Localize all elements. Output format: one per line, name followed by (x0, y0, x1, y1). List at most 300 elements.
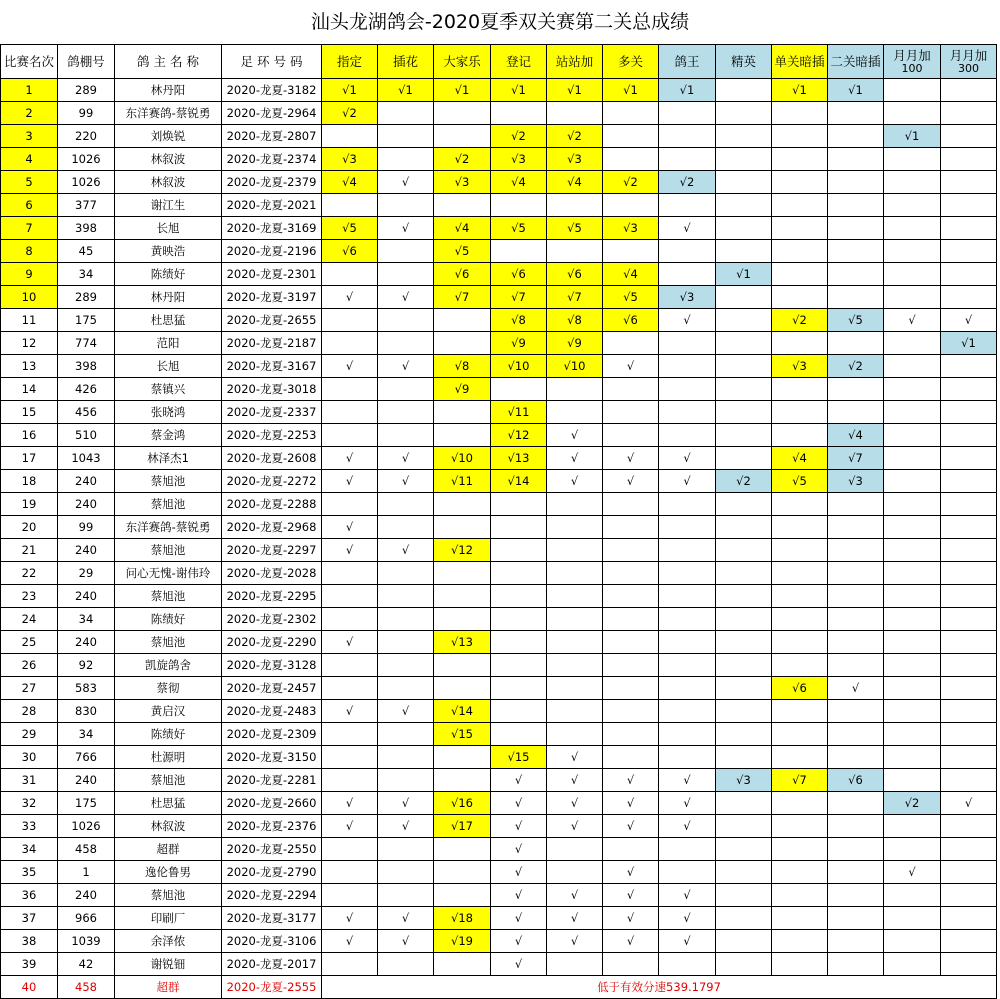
column-header-label: 指定 (336, 53, 362, 69)
zhiding-cell (322, 378, 378, 401)
dajiale-cell (434, 677, 491, 700)
loft-number-cell: 220 (58, 125, 115, 148)
loft-number-cell: 458 (58, 838, 115, 861)
column-header-label: 多关 (617, 53, 643, 69)
owner-name-cell: 蔡旭池 (115, 470, 222, 493)
chahua-cell: √ (378, 217, 434, 240)
loft-number-cell: 99 (58, 102, 115, 125)
ring-number-cell: 2020-龙夏-2483 (222, 700, 322, 723)
gewang-cell: √ (659, 470, 716, 493)
chahua-cell: √ (378, 907, 434, 930)
column-header-label: 插花 (392, 53, 418, 69)
owner-name-cell: 长旭 (115, 355, 222, 378)
table-row (1, 171, 997, 194)
chahua-cell (378, 769, 434, 792)
erguan-ancha-cell (828, 493, 884, 516)
yueyuejia-100-cell (884, 447, 941, 470)
column-header-label: 足 环 号 码 (240, 53, 303, 69)
duoguan-cell (603, 194, 659, 217)
rank-cell: 4 (1, 148, 58, 171)
ring-number-cell: 2020-龙夏-2309 (222, 723, 322, 746)
table-row (1, 953, 997, 976)
table-row (1, 125, 997, 148)
zhanzhanjia-cell (547, 608, 603, 631)
loft-number-cell: 289 (58, 286, 115, 309)
erguan-ancha-cell (828, 102, 884, 125)
duoguan-cell: √3 (603, 217, 659, 240)
table-row (1, 884, 997, 907)
owner-name-cell: 林叙波 (115, 171, 222, 194)
duoguan-cell (603, 746, 659, 769)
dajiale-cell: √16 (434, 792, 491, 815)
yueyuejia-100-cell (884, 263, 941, 286)
jingying-cell (716, 355, 772, 378)
chahua-cell (378, 723, 434, 746)
chahua-cell: √ (378, 470, 434, 493)
column-header (115, 45, 222, 79)
jingying-cell (716, 309, 772, 332)
yueyuejia-100-cell (884, 700, 941, 723)
yueyuejia-100-cell (884, 723, 941, 746)
dajiale-cell: √5 (434, 240, 491, 263)
table-row (1, 332, 997, 355)
header-row (1, 45, 997, 79)
zhiding-cell: √ (322, 700, 378, 723)
erguan-ancha-cell: √2 (828, 355, 884, 378)
rank-cell: 36 (1, 884, 58, 907)
loft-number-cell: 1026 (58, 815, 115, 838)
yueyuejia-300-cell (941, 148, 997, 171)
zhiding-cell (322, 769, 378, 792)
dengji-cell (491, 493, 547, 516)
loft-number-cell: 766 (58, 746, 115, 769)
zhanzhanjia-cell (547, 654, 603, 677)
rank-cell: 37 (1, 907, 58, 930)
dajiale-cell (434, 194, 491, 217)
owner-name-cell: 凯旋鸽舍 (115, 654, 222, 677)
duoguan-cell: √ (603, 355, 659, 378)
column-header-label: 比赛名次 (3, 53, 54, 69)
dengji-cell: √ (491, 769, 547, 792)
yueyuejia-100-cell (884, 332, 941, 355)
jingying-cell: √3 (716, 769, 772, 792)
dengji-cell (491, 608, 547, 631)
dajiale-cell: √10 (434, 447, 491, 470)
yueyuejia-100-cell (884, 677, 941, 700)
jingying-cell (716, 700, 772, 723)
duoguan-cell: √ (603, 792, 659, 815)
dengji-cell (491, 240, 547, 263)
yueyuejia-100-cell (884, 815, 941, 838)
yueyuejia-100-cell (884, 148, 941, 171)
jingying-cell (716, 79, 772, 102)
erguan-ancha-cell: √3 (828, 470, 884, 493)
erguan-ancha-cell (828, 401, 884, 424)
loft-number-cell: 99 (58, 516, 115, 539)
yueyuejia-100-cell (884, 608, 941, 631)
dajiale-cell (434, 401, 491, 424)
duoguan-cell: √2 (603, 171, 659, 194)
table-row (1, 194, 997, 217)
zhiding-cell: √ (322, 355, 378, 378)
chahua-cell (378, 493, 434, 516)
ring-number-cell: 2020-龙夏-2281 (222, 769, 322, 792)
gewang-cell: √ (659, 884, 716, 907)
zhiding-cell: √ (322, 792, 378, 815)
loft-number-cell: 458 (58, 976, 115, 999)
dajiale-cell: √8 (434, 355, 491, 378)
dajiale-cell: √19 (434, 930, 491, 953)
ring-number-cell: 2020-龙夏-2288 (222, 493, 322, 516)
chahua-cell (378, 332, 434, 355)
owner-name-cell: 蔡旭池 (115, 884, 222, 907)
zhiding-cell (322, 654, 378, 677)
danguan-ancha-cell (772, 884, 828, 907)
chahua-cell (378, 401, 434, 424)
yueyuejia-300-cell (941, 102, 997, 125)
yueyuejia-100-cell (884, 562, 941, 585)
dajiale-cell (434, 838, 491, 861)
owner-name-cell: 杜思猛 (115, 792, 222, 815)
yueyuejia-300-cell (941, 424, 997, 447)
dajiale-cell (434, 102, 491, 125)
table-row (1, 286, 997, 309)
yueyuejia-300-cell (941, 700, 997, 723)
danguan-ancha-cell (772, 838, 828, 861)
ring-number-cell: 2020-龙夏-2337 (222, 401, 322, 424)
yueyuejia-100-cell: √ (884, 309, 941, 332)
owner-name-cell: 林叙波 (115, 815, 222, 838)
chahua-cell: √ (378, 700, 434, 723)
jingying-cell (716, 815, 772, 838)
erguan-ancha-cell (828, 539, 884, 562)
ring-number-cell: 2020-龙夏-2294 (222, 884, 322, 907)
zhiding-cell (322, 608, 378, 631)
yueyuejia-300-cell (941, 355, 997, 378)
yueyuejia-300-cell (941, 677, 997, 700)
duoguan-cell (603, 332, 659, 355)
zhiding-cell (322, 585, 378, 608)
zhanzhanjia-cell (547, 562, 603, 585)
duoguan-cell (603, 562, 659, 585)
duoguan-cell (603, 148, 659, 171)
yueyuejia-100-cell (884, 516, 941, 539)
danguan-ancha-cell (772, 585, 828, 608)
zhanzhanjia-cell: √6 (547, 263, 603, 286)
loft-number-cell: 240 (58, 769, 115, 792)
zhiding-cell (322, 332, 378, 355)
owner-name-cell: 刘焕锐 (115, 125, 222, 148)
dengji-cell: √1 (491, 79, 547, 102)
dengji-cell (491, 562, 547, 585)
zhiding-cell: √ (322, 447, 378, 470)
dengji-cell: √3 (491, 148, 547, 171)
rank-cell: 23 (1, 585, 58, 608)
erguan-ancha-cell (828, 378, 884, 401)
chahua-cell (378, 861, 434, 884)
duoguan-cell (603, 378, 659, 401)
table-row (1, 861, 997, 884)
danguan-ancha-cell (772, 424, 828, 447)
jingying-cell (716, 447, 772, 470)
owner-name-cell: 张晓鸿 (115, 401, 222, 424)
jingying-cell (716, 332, 772, 355)
table-row (1, 263, 997, 286)
zhanzhanjia-cell: √ (547, 930, 603, 953)
table-row-below-threshold (1, 976, 997, 999)
ring-number-cell: 2020-龙夏-2295 (222, 585, 322, 608)
loft-number-cell: 240 (58, 470, 115, 493)
table-row (1, 539, 997, 562)
gewang-cell (659, 125, 716, 148)
ring-number-cell: 2020-龙夏-3182 (222, 79, 322, 102)
ring-number-cell: 2020-龙夏-2968 (222, 516, 322, 539)
yueyuejia-100-cell: √ (884, 861, 941, 884)
column-header-label: 站站加 (555, 53, 594, 69)
table-row (1, 493, 997, 516)
ring-number-cell: 2020-龙夏-2302 (222, 608, 322, 631)
dengji-cell (491, 631, 547, 654)
zhanzhanjia-cell: √ (547, 746, 603, 769)
dajiale-cell: √12 (434, 539, 491, 562)
yueyuejia-100-cell (884, 240, 941, 263)
erguan-ancha-cell (828, 263, 884, 286)
erguan-ancha-cell (828, 286, 884, 309)
loft-number-cell: 1026 (58, 171, 115, 194)
column-header-label: 鸽 主 名 称 (137, 53, 199, 69)
table-row (1, 700, 997, 723)
ring-number-cell: 2020-龙夏-3106 (222, 930, 322, 953)
column-header-label: 登记 (505, 53, 531, 69)
jingying-cell (716, 217, 772, 240)
zhiding-cell (322, 424, 378, 447)
danguan-ancha-cell (772, 861, 828, 884)
dengji-cell: √ (491, 953, 547, 976)
erguan-ancha-cell: √7 (828, 447, 884, 470)
loft-number-cell: 1026 (58, 148, 115, 171)
dengji-cell: √11 (491, 401, 547, 424)
danguan-ancha-cell (772, 332, 828, 355)
loft-number-cell: 377 (58, 194, 115, 217)
zhiding-cell (322, 677, 378, 700)
erguan-ancha-cell (828, 953, 884, 976)
gewang-cell: √ (659, 792, 716, 815)
jingying-cell (716, 401, 772, 424)
zhiding-cell (322, 194, 378, 217)
rank-cell: 33 (1, 815, 58, 838)
ring-number-cell: 2020-龙夏-3150 (222, 746, 322, 769)
erguan-ancha-cell (828, 700, 884, 723)
jingying-cell (716, 884, 772, 907)
dengji-cell: √ (491, 838, 547, 861)
yueyuejia-300-cell (941, 631, 997, 654)
owner-name-cell: 长旭 (115, 217, 222, 240)
dengji-cell: √8 (491, 309, 547, 332)
rank-cell: 35 (1, 861, 58, 884)
ring-number-cell: 2020-龙夏-2028 (222, 562, 322, 585)
jingying-cell (716, 194, 772, 217)
jingying-cell (716, 746, 772, 769)
duoguan-cell: √ (603, 769, 659, 792)
owner-name-cell: 谢锐钿 (115, 953, 222, 976)
page-title: 汕头龙湖鸽会-2020夏季双关赛第二关总成绩 (310, 11, 690, 33)
zhanzhanjia-cell (547, 539, 603, 562)
erguan-ancha-cell: √5 (828, 309, 884, 332)
gewang-cell (659, 746, 716, 769)
rank-cell: 3 (1, 125, 58, 148)
dajiale-cell (434, 309, 491, 332)
rank-cell: 12 (1, 332, 58, 355)
danguan-ancha-cell (772, 631, 828, 654)
gewang-cell (659, 194, 716, 217)
duoguan-cell: √ (603, 930, 659, 953)
zhiding-cell (322, 493, 378, 516)
zhiding-cell (322, 884, 378, 907)
gewang-cell: √ (659, 815, 716, 838)
yueyuejia-300-cell (941, 861, 997, 884)
ring-number-cell: 2020-龙夏-3018 (222, 378, 322, 401)
dajiale-cell (434, 654, 491, 677)
danguan-ancha-cell (772, 263, 828, 286)
dajiale-cell: √1 (434, 79, 491, 102)
yueyuejia-300-cell (941, 815, 997, 838)
column-header (828, 45, 884, 79)
gewang-cell (659, 953, 716, 976)
erguan-ancha-cell (828, 516, 884, 539)
danguan-ancha-cell (772, 493, 828, 516)
ring-number-cell: 2020-龙夏-2379 (222, 171, 322, 194)
zhiding-cell (322, 838, 378, 861)
zhanzhanjia-cell: √ (547, 907, 603, 930)
table-row (1, 769, 997, 792)
erguan-ancha-cell: √ (828, 677, 884, 700)
loft-number-cell: 774 (58, 332, 115, 355)
danguan-ancha-cell (772, 148, 828, 171)
table-row (1, 401, 997, 424)
zhanzhanjia-cell (547, 493, 603, 516)
column-header-sublabel: 300 (958, 61, 979, 75)
dengji-cell (491, 194, 547, 217)
rank-cell: 6 (1, 194, 58, 217)
erguan-ancha-cell (828, 608, 884, 631)
chahua-cell (378, 884, 434, 907)
danguan-ancha-cell (772, 654, 828, 677)
column-header (378, 45, 434, 79)
zhiding-cell (322, 861, 378, 884)
jingying-cell (716, 424, 772, 447)
table-row (1, 424, 997, 447)
rank-cell: 22 (1, 562, 58, 585)
chahua-cell: √1 (378, 79, 434, 102)
yueyuejia-100-cell: √1 (884, 125, 941, 148)
ring-number-cell: 2020-龙夏-2272 (222, 470, 322, 493)
erguan-ancha-cell (828, 332, 884, 355)
dengji-cell: √ (491, 792, 547, 815)
table-row (1, 447, 997, 470)
rank-cell: 5 (1, 171, 58, 194)
column-header (716, 45, 772, 79)
yueyuejia-300-cell (941, 516, 997, 539)
zhanzhanjia-cell: √9 (547, 332, 603, 355)
loft-number-cell: 456 (58, 401, 115, 424)
danguan-ancha-cell (772, 217, 828, 240)
gewang-cell: √ (659, 217, 716, 240)
yueyuejia-300-cell (941, 401, 997, 424)
gewang-cell (659, 401, 716, 424)
danguan-ancha-cell (772, 907, 828, 930)
jingying-cell (716, 907, 772, 930)
loft-number-cell: 510 (58, 424, 115, 447)
yueyuejia-100-cell (884, 585, 941, 608)
jingying-cell (716, 286, 772, 309)
dajiale-cell: √14 (434, 700, 491, 723)
jingying-cell: √2 (716, 470, 772, 493)
gewang-cell (659, 424, 716, 447)
dengji-cell: √ (491, 930, 547, 953)
column-header-label: 月月加 (893, 47, 931, 63)
gewang-cell: √1 (659, 79, 716, 102)
table-row (1, 838, 997, 861)
gewang-cell (659, 562, 716, 585)
zhanzhanjia-cell: √3 (547, 148, 603, 171)
table-row (1, 79, 997, 102)
duoguan-cell (603, 953, 659, 976)
table-row (1, 930, 997, 953)
dajiale-cell (434, 884, 491, 907)
chahua-cell (378, 608, 434, 631)
chahua-cell (378, 838, 434, 861)
yueyuejia-100-cell (884, 884, 941, 907)
erguan-ancha-cell (828, 217, 884, 240)
jingying-cell (716, 493, 772, 516)
ring-number-cell: 2020-龙夏-2660 (222, 792, 322, 815)
rank-cell: 14 (1, 378, 58, 401)
jingying-cell (716, 930, 772, 953)
table-row (1, 585, 997, 608)
column-header (58, 45, 115, 79)
table-row (1, 608, 997, 631)
dengji-cell (491, 539, 547, 562)
owner-name-cell: 超群 (115, 838, 222, 861)
column-header (659, 45, 716, 79)
loft-number-cell: 1039 (58, 930, 115, 953)
zhiding-cell: √ (322, 516, 378, 539)
rank-cell: 32 (1, 792, 58, 815)
dajiale-cell: √11 (434, 470, 491, 493)
gewang-cell (659, 861, 716, 884)
duoguan-cell (603, 539, 659, 562)
danguan-ancha-cell: √7 (772, 769, 828, 792)
yueyuejia-100-cell (884, 838, 941, 861)
yueyuejia-100-cell (884, 102, 941, 125)
chahua-cell (378, 562, 434, 585)
table-row (1, 562, 997, 585)
yueyuejia-100-cell (884, 424, 941, 447)
owner-name-cell: 蔡金鸿 (115, 424, 222, 447)
column-header (547, 45, 603, 79)
zhanzhanjia-cell: √ (547, 884, 603, 907)
gewang-cell: √2 (659, 171, 716, 194)
loft-number-cell: 289 (58, 79, 115, 102)
jingying-cell (716, 539, 772, 562)
yueyuejia-300-cell (941, 470, 997, 493)
yueyuejia-300-cell (941, 585, 997, 608)
column-header-label: 单关暗插 (774, 53, 825, 69)
rank-cell: 1 (1, 79, 58, 102)
rank-cell: 34 (1, 838, 58, 861)
yueyuejia-100-cell (884, 769, 941, 792)
ring-number-cell: 2020-龙夏-2807 (222, 125, 322, 148)
